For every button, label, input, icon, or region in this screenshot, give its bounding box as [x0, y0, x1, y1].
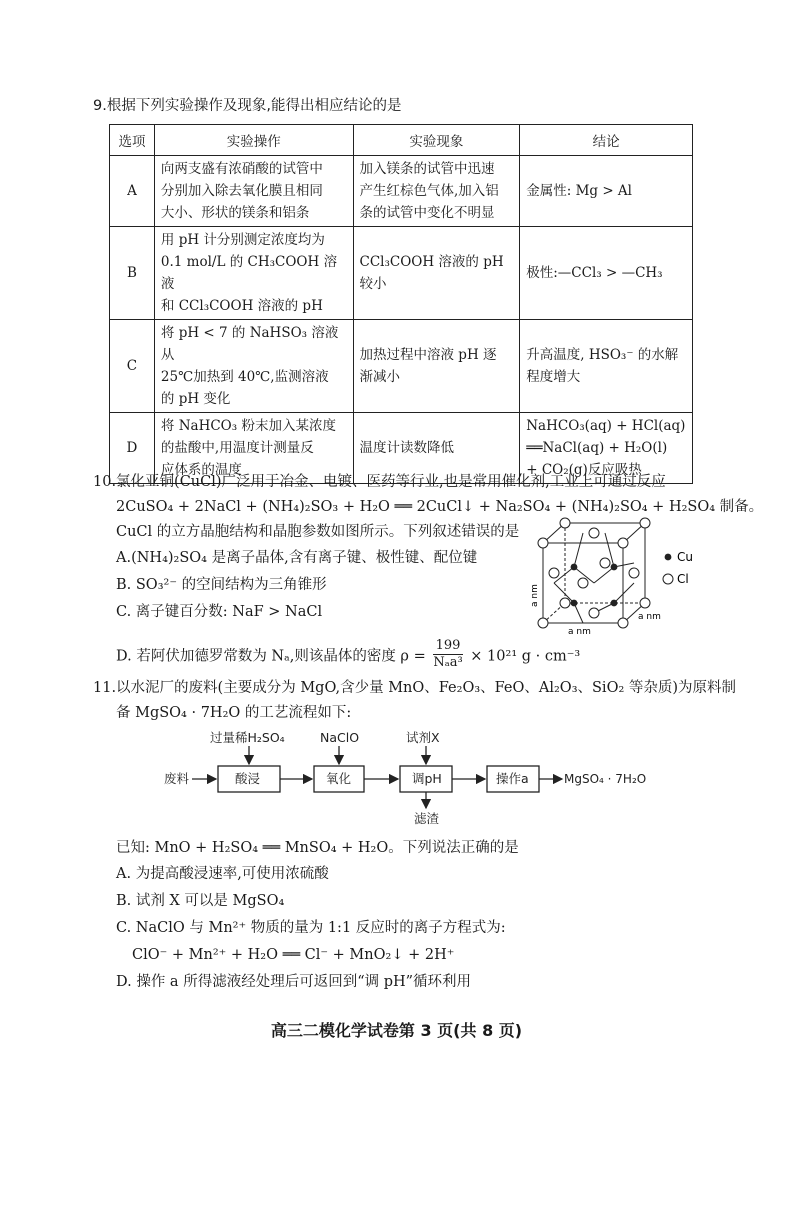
chlorine-atoms [538, 518, 650, 628]
cell-phenomenon-line: 较小 [359, 276, 387, 292]
cell-operation-line: 将 NaHCO₃ 粉末加入某浓度 [160, 418, 336, 434]
cell-phenomenon-line: 条的试管中变化不明显 [359, 205, 495, 221]
q11-line1: 11.以水泥厂的废料(主要成分为 MgO,含少量 MnO、Fe₂O₃、FeO、Al₂O₃、SiO₂ 等杂质)为原料制 [93, 680, 737, 696]
cell-phenomenon-line: 加入镁条的试管中迅速 [359, 161, 495, 177]
cell-conclusion-line: ══NaCl(aq) + H₂O(l) [526, 440, 668, 456]
q11-option-c: C. NaClO 与 Mn²⁺ 物质的量为 1:1 反应时的离子方程式为: [116, 920, 506, 936]
dimension-label-depth: a nm [638, 612, 661, 622]
cell-conclusion [520, 156, 693, 227]
cell-operation-line: 向两支盛有浓硝酸的试管中 [160, 161, 323, 177]
cell-option: B [110, 227, 155, 320]
flow-step-adjust-ph: 调pH [412, 771, 442, 786]
q10-option-d [116, 640, 580, 673]
table-row [110, 156, 693, 227]
q11-line2: 备 MgSO₄ · 7H₂O 的工艺流程如下: [116, 705, 352, 721]
cell-phenomenon-line: 产生红棕色气体,加入铝 [359, 183, 499, 199]
q11-known: 已知: MnO + H₂SO₄ ══ MnSO₄ + H₂O。下列说法正确的是 [116, 840, 519, 856]
density-fraction [433, 638, 462, 671]
cell-operation-line: 和 CCl₃COOH 溶液的 pH [160, 298, 323, 314]
cell-option: C [110, 320, 155, 413]
q10-line3: CuCl 的立方晶胞结构和晶胞参数如图所示。下列叙述错误的是 [116, 524, 520, 540]
table-header-row [110, 125, 693, 156]
cell-operation-line: 应体系的温度 [160, 462, 242, 478]
dimension-label-width: a nm [568, 627, 591, 635]
header-phenomenon: 实验现象 [353, 125, 520, 156]
cell-option: A [110, 156, 155, 227]
cell-phenomenon-line: CCl₃COOH 溶液的 pH [359, 254, 504, 270]
flow-residue: 滤渣 [414, 811, 440, 826]
flow-start-waste: 废料 [164, 771, 190, 786]
cell-operation-line: 大小、形状的镁条和铝条 [160, 205, 310, 221]
cl-legend-icon [663, 574, 673, 584]
cucl-unit-cell-figure [528, 515, 708, 635]
q11-option-a: A. 为提高酸浸速率,可使用浓硫酸 [116, 866, 329, 882]
cell-operation-line: 的 pH 变化 [160, 391, 231, 407]
header-option: 选项 [110, 125, 155, 156]
q11-option-d: D. 操作 a 所得滤液经处理后可返回到“调 pH”循环利用 [116, 974, 472, 990]
page-footer: 高三二模化学试卷第 3 页(共 8 页) [270, 1021, 523, 1040]
q11-option-c-equation: ClO⁻ + Mn²⁺ + H₂O ══ Cl⁻ + MnO₂↓ + 2H⁺ [132, 947, 455, 963]
q10-option-c: C. 离子键百分数: NaF > NaCl [116, 604, 323, 620]
cell-conclusion-line: NaHCO₃(aq) + HCl(aq) [526, 418, 686, 434]
cell-operation-line: 的盐酸中,用温度计测量反 [160, 440, 314, 456]
header-operation: 实验操作 [154, 125, 353, 156]
dimension-label-height: a nm [530, 584, 540, 607]
cell-conclusion [520, 320, 693, 413]
q10-line1: 10.氯化亚铜(CuCl)广泛用于冶金、电镀、医药等行业,也是常用催化剂,工业上可通过反应 [93, 474, 666, 490]
q11-option-b: B. 试剂 X 可以是 MgSO₄ [116, 893, 285, 909]
cell-conclusion-line: + CO₂(g)反应吸热 [526, 462, 642, 478]
cell-conclusion-line: 金属性: Mg > Al [526, 183, 632, 199]
q10-option-a: A.(NH₄)₂SO₄ 是离子晶体,含有离子键、极性键、配位键 [116, 550, 478, 566]
cell-conclusion-line: 极性:—CCl₃ > —CH₃ [526, 265, 663, 281]
cell-operation-line: 25℃加热到 40℃,监测溶液 [160, 369, 329, 385]
cell-option: D [110, 413, 155, 484]
fraction-denominator: Nₐa³ [433, 655, 463, 670]
q9-title: 9.根据下列实验操作及现象,能得出相应结论的是 [93, 98, 402, 114]
header-conclusion: 结论 [520, 125, 693, 156]
cell-operation [154, 156, 353, 227]
reagent-x: 试剂X [406, 730, 440, 745]
cu-legend-label: Cu [677, 550, 693, 564]
cell-phenomenon-line: 渐减小 [359, 369, 401, 385]
reagent-naclo: NaClO [320, 730, 360, 745]
cell-conclusion [520, 227, 693, 320]
cell-operation [154, 320, 353, 413]
q9-table [109, 124, 693, 484]
reagent-sulfuric-acid: 过量稀H₂SO₄ [210, 730, 285, 745]
cell-phenomenon [353, 227, 520, 320]
cell-operation [154, 227, 353, 320]
table-row [110, 227, 693, 320]
cell-operation-line: 0.1 mol/L 的 CH₃COOH 溶液 [160, 254, 338, 292]
flow-step-acid-leach: 酸浸 [235, 771, 261, 786]
cell-operation-line: 分别加入除去氧化膜且相同 [160, 183, 323, 199]
cell-phenomenon-line: 加热过程中溶液 pH 逐 [359, 347, 497, 363]
cell-operation-line: 将 pH < 7 的 NaHSO₃ 溶液从 [160, 325, 339, 363]
cu-legend-icon [665, 554, 672, 561]
q10-option-b: B. SO₃²⁻ 的空间结构为三角锥形 [116, 577, 327, 593]
process-flow-diagram [160, 728, 720, 828]
cl-legend-label: Cl [677, 572, 689, 586]
flow-step-operation-a: 操作a [496, 771, 529, 786]
table-row [110, 320, 693, 413]
flow-step-oxidation: 氧化 [326, 771, 352, 786]
cell-conclusion-line: 程度增大 [526, 369, 581, 385]
cell-phenomenon [353, 320, 520, 413]
fraction-numerator: 199 [433, 638, 462, 655]
flow-product: MgSO₄ · 7H₂O [564, 772, 647, 786]
q10-reaction: 2CuSO₄ + 2NaCl + (NH₄)₂SO₃ + H₂O ══ 2CuCl↓ + Na₂SO₄ + (NH₄)₂SO₄ + H₂SO₄ 制备。 [116, 499, 764, 515]
cell-conclusion-line: 升高温度, HSO₃⁻ 的水解 [526, 347, 679, 363]
cell-phenomenon-line: 温度计读数降低 [359, 440, 455, 456]
q10-option-d-prefix: D. 若阿伏加德罗常数为 Nₐ,则该晶体的密度 ρ = [116, 648, 426, 665]
cell-operation-line: 用 pH 计分别测定浓度均为 [160, 232, 325, 248]
q10-option-d-suffix: × 10²¹ g · cm⁻³ [470, 648, 581, 665]
cell-phenomenon [353, 156, 520, 227]
